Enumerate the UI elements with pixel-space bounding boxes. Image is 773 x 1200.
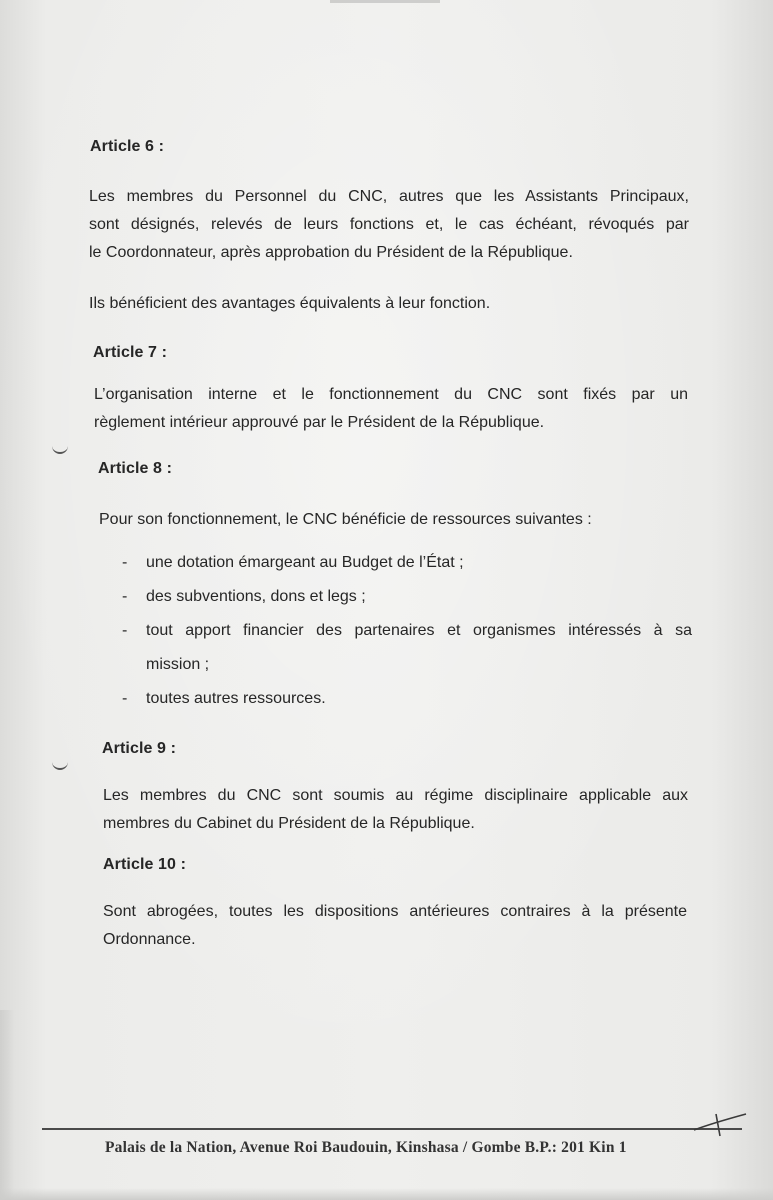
text-line: Ordonnance. [103,931,196,948]
handwritten-initial-mark [690,1108,750,1138]
resources-list [122,546,692,716]
article-9-paragraph [103,782,688,838]
list-item-text: des subventions, dons et legs ; [146,588,366,605]
text-line: Pour son fonctionnement, le CNC bénéficie de ressources suivantes : [99,511,592,528]
article-10-heading: Article 10 : [103,856,187,873]
list-item-text: toutes autres ressources. [146,690,326,707]
list-item [122,546,692,580]
dash-marker: - [122,690,128,707]
article-7-heading: Article 7 : [93,344,168,361]
text-line: Sont abrogées, toutes les dispositions antérieures contraires à la présente [103,903,687,920]
article-10-paragraph [103,898,687,954]
article-8-heading: Article 8 : [98,460,173,477]
text-line: Ils bénéficient des avantages équivalents à leur fonction. [89,295,491,312]
dash-marker: - [122,554,128,571]
text-line: membres du Cabinet du Président de la République. [103,815,475,832]
list-item [122,614,692,682]
text-line: sont désignés, relevés de leurs fonctions et, le cas échéant, révoqués par [89,216,689,233]
list-item-text: une dotation émargeant au Budget de l’État ; [146,554,464,571]
text-line: L’organisation interne et le fonctionnement du CNC sont fixés par un [94,386,688,403]
footer-divider [42,1128,742,1130]
margin-check-mark [52,760,68,770]
list-item [122,580,692,614]
article-6-heading: Article 6 : [90,138,165,155]
dash-marker: - [122,588,128,605]
dash-marker: - [122,622,128,639]
article-6-paragraph-1 [89,183,689,267]
page-shadow [0,1010,14,1200]
list-item-text: tout apport financier des partenaires et organismes intéressés à sa [146,622,692,639]
scan-mark [330,0,440,3]
text-line: règlement intérieur approuvé par le Président de la République. [94,414,545,431]
article-9-heading: Article 9 : [102,740,177,757]
text-line: Les membres du CNC sont soumis au régime disciplinaire applicable aux [103,787,688,804]
text-line: Les membres du Personnel du CNC, autres que les Assistants Principaux, [89,188,689,205]
list-item-text-continued: mission ; [146,656,210,673]
article-7-paragraph [94,381,688,437]
article-8-intro [99,506,679,534]
footer-address: Palais de la Nation, Avenue Roi Baudouin, Kinshasa / Gombe B.P.: 201 Kin 1 [105,1139,627,1156]
article-6-paragraph-2 [89,290,689,318]
margin-check-mark [52,444,68,454]
list-item [122,682,692,716]
text-line: le Coordonnateur, après approbation du Président de la République. [89,244,573,261]
page-bottom-edge [0,1188,773,1200]
